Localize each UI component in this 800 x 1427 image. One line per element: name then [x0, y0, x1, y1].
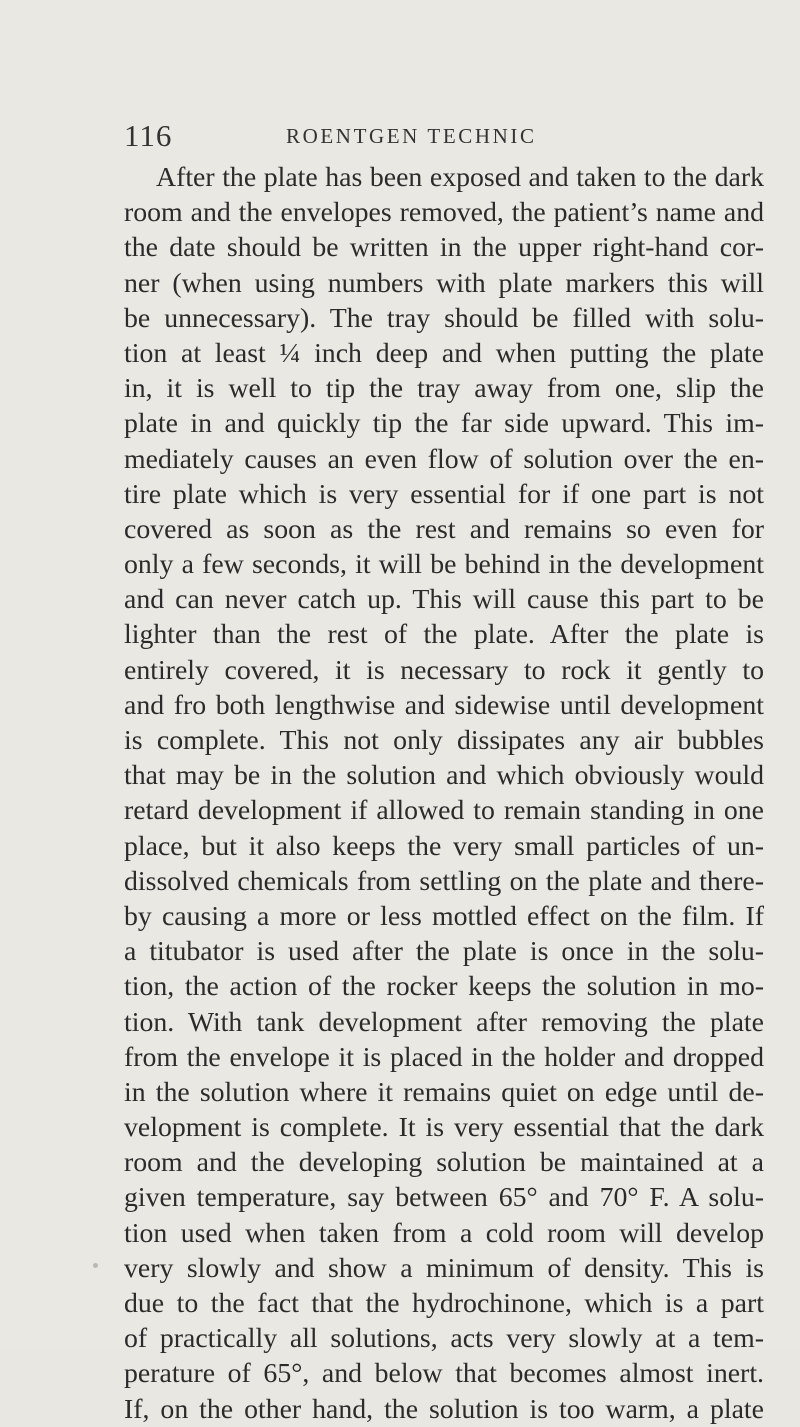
text-line: mediately causes an even flow of solution over the en-	[124, 443, 764, 475]
text-line: be unnecessary). The tray should be filled with solu-	[124, 302, 764, 334]
text-line: tion. With tank development after removing the plate	[124, 1006, 764, 1038]
text-line: place, but it also keeps the very small particles of un-	[124, 830, 764, 862]
page-number: 116	[124, 118, 173, 153]
text-line: room and the envelopes removed, the patient’s name and	[124, 197, 764, 229]
text-line: tion at least ¼ inch deep and when putting the plate	[124, 337, 764, 369]
text-line: in, it is well to tip the tray away from one, slip the	[124, 373, 764, 405]
body-paragraph	[124, 160, 764, 1427]
text-line: and can never catch up. This will cause this part to be	[124, 584, 764, 616]
text-line: dissolved chemicals from settling on the plate and there-	[124, 865, 764, 897]
page-header	[124, 118, 764, 158]
text-line: tion, the action of the rocker keeps the solution in mo-	[124, 971, 764, 1003]
text-line: is complete. This not only dissipates any air bubbles	[124, 725, 764, 756]
running-head: ROENTGEN TECHNIC	[286, 124, 537, 148]
text-line: ner (when using numbers with plate markers this will	[124, 267, 764, 299]
text-line: velopment is complete. It is very essential that the dark	[124, 1112, 764, 1144]
text-line: only a few seconds, it will be behind in the development	[124, 549, 764, 581]
text-line: given temperature, say between 65° and 70° F. A solu-	[124, 1182, 764, 1214]
text-line: plate in and quickly tip the far side upward. This im-	[124, 408, 764, 440]
text-line: entirely covered, it is necessary to rock it gently to	[124, 654, 764, 686]
text-line: due to the fact that the hydrochinone, which is a part	[124, 1288, 764, 1319]
text-line: a titubator is used after the plate is once in the solu-	[124, 936, 764, 968]
text-line: that may be in the solution and which obviously would	[124, 760, 764, 792]
text-line: from the envelope it is placed in the holder and dropped	[124, 1041, 764, 1073]
text-line: retard development if allowed to remain standing in one	[124, 795, 764, 827]
text-line: If, on the other hand, the solution is too warm, a plate	[124, 1393, 764, 1425]
text-line: lighter than the rest of the plate. After the plate is	[124, 619, 764, 651]
text-line: in the solution where it remains quiet on edge until de-	[124, 1076, 764, 1108]
text-line: tion used when taken from a cold room will develop	[124, 1217, 764, 1249]
text-line: by causing a more or less mottled effect on the film. If	[124, 900, 764, 932]
text-line: covered as soon as the rest and remains so even for	[124, 513, 764, 545]
text-line: After the plate has been exposed and taken to the dark	[156, 162, 764, 193]
text-line: very slowly and show a minimum of density. This is	[124, 1252, 764, 1284]
text-line: tire plate which is very essential for if one part is not	[124, 478, 764, 510]
text-line: of practically all solutions, acts very slowly at a tem-	[124, 1323, 764, 1355]
text-line: the date should be written in the upper right-hand cor-	[124, 232, 764, 264]
paper-speck	[93, 1263, 98, 1268]
text-line: and fro both lengthwise and sidewise until development	[124, 689, 764, 721]
text-line: room and the developing solution be maintained at a	[124, 1147, 764, 1179]
text-line: perature of 65°, and below that becomes almost inert.	[124, 1358, 764, 1390]
